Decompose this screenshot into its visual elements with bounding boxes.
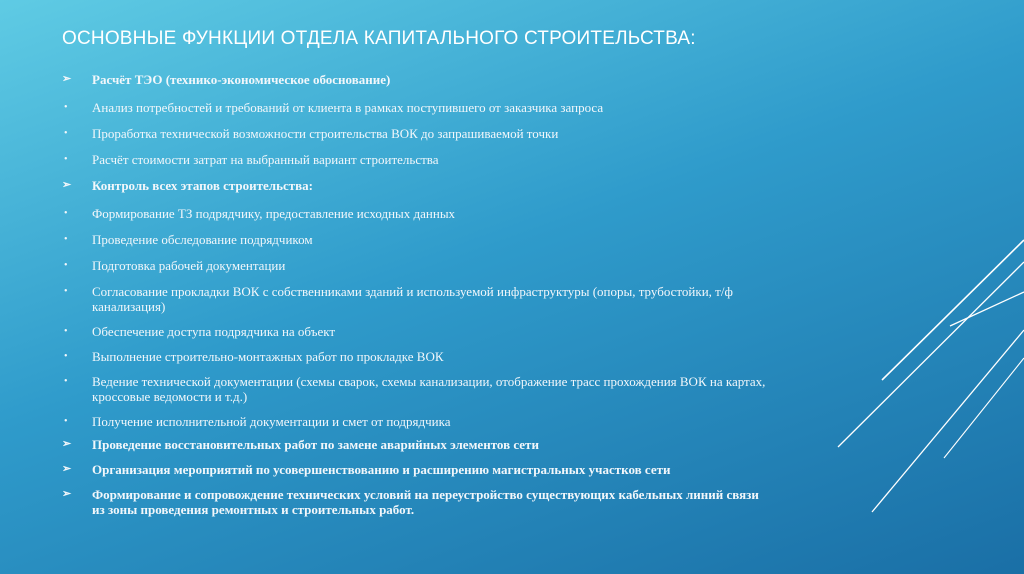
- dot-bullet-icon: •: [64, 128, 68, 139]
- arrow-bullet-icon: ➢: [62, 463, 72, 475]
- dot-bullet-icon: •: [64, 260, 68, 271]
- item-text: Выполнение строительно-монтажных работ по прокладке ВОК: [92, 349, 444, 364]
- dot-bullet-icon: •: [64, 351, 68, 362]
- slide-title: ОСНОВНЫЕ ФУНКЦИИ ОТДЕЛА КАПИТАЛЬНОГО СТРОИТЕЛЬСТВА:: [62, 28, 696, 49]
- item-text: Подготовка рабочей документации: [92, 258, 286, 273]
- item-text: Анализ потребностей и требований от клиента в рамках поступившего от заказчика запроса: [92, 100, 604, 115]
- item-text: Проработка технической возможности строительства ВОК до запрашиваемой точки: [92, 126, 559, 141]
- decor-line: [944, 358, 1024, 458]
- item-text: Получение исполнительной документации и смет от подрядчика: [92, 414, 451, 429]
- dot-bullet-icon: •: [64, 286, 68, 297]
- dot-bullet-icon: •: [64, 102, 68, 113]
- decor-line: [872, 330, 1024, 512]
- dot-bullet-icon: •: [64, 234, 68, 245]
- item-text: Расчёт стоимости затрат на выбранный вариант строительства: [92, 152, 439, 167]
- item-text: Ведение технической документации (схемы сварок, схемы канализации, отображение трасс прохождения ВОК на картах, кроссовые ведомости и т.д.): [92, 374, 766, 404]
- dot-bullet-icon: •: [64, 376, 68, 387]
- decor-line: [950, 292, 1024, 326]
- arrow-bullet-icon: ➢: [62, 179, 72, 191]
- item-text: Согласование прокладки ВОК с собственниками зданий и используемой инфраструктуры (опоры, трубостойки, т/ф канализация): [92, 284, 733, 314]
- dot-bullet-icon: •: [64, 416, 68, 427]
- arrow-bullet-icon: ➢: [62, 73, 72, 85]
- decor-line: [882, 240, 1024, 380]
- dot-bullet-icon: •: [64, 326, 68, 337]
- item-text: Формирование ТЗ подрядчику, предоставление исходных данных: [92, 206, 456, 221]
- item-text: Контроль всех этапов строительства:: [92, 178, 313, 193]
- item-text: Организация мероприятий по усовершенствованию и расширению магистральных участков сети: [92, 462, 671, 477]
- arrow-bullet-icon: ➢: [62, 488, 72, 500]
- item-text: Формирование и сопровождение технических условий на переустройство существующих кабельных линий связи из зоны проведения ремонтных и строительных работ.: [92, 487, 759, 517]
- dot-bullet-icon: •: [64, 208, 68, 219]
- dot-bullet-icon: •: [64, 154, 68, 165]
- item-text: Расчёт ТЭО (технико-экономическое обоснование): [92, 72, 391, 87]
- decor-line: [838, 262, 1024, 447]
- item-text: Проведение восстановительных работ по замене аварийных элементов сети: [92, 437, 539, 452]
- item-text: Проведение обследование подрядчиком: [92, 232, 313, 247]
- arrow-bullet-icon: ➢: [62, 438, 72, 450]
- item-text: Обеспечение доступа подрядчика на объект: [92, 324, 336, 339]
